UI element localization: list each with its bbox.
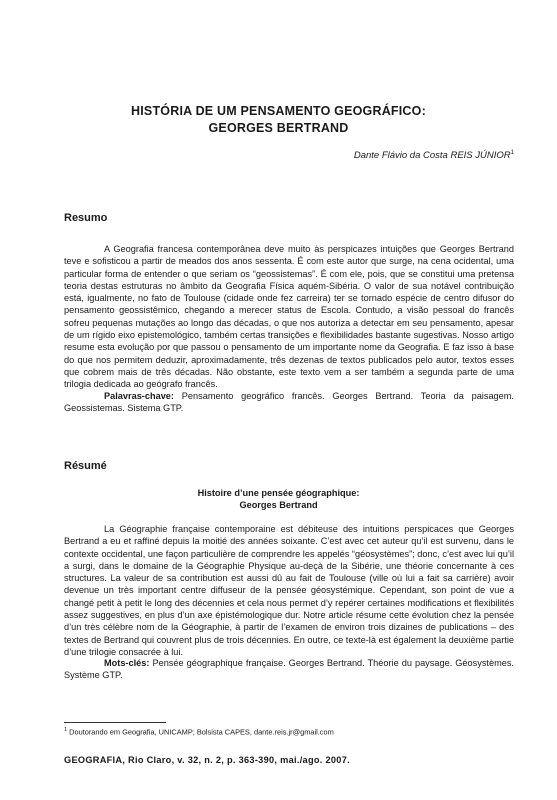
mots-cles-text: Pensée géographique française. Georges Bertrand. Théorie du paysage. Géosystèmes. Système GTP.	[64, 658, 514, 681]
author-surname: REIS JÚNIOR	[450, 150, 511, 162]
resume-keywords	[64, 657, 514, 682]
footnote-divider	[64, 722, 166, 723]
article-title-line2: GEORGES BERTRAND	[208, 121, 349, 135]
article-title-line1: HISTÓRIA DE UM PENSAMENTO GEOGRÁFICO:	[131, 104, 426, 118]
resume-body: La Géographie française contemporaine est débiteuse des intuitions perspicaces que Georges Bertrand a eu et raffiné depuis la moitié des années soixante. C’est avec cet auteur qu’il est survenu, dans le contexte occidental, une façon particulière de comprendre les appelés “géosystèmes”; donc, c’est avec lui qu’il a surgi, dans le domaine de la Géographie Physique au-deçà de la Sibérie, une théorie concernante à ces structures. La valeur de sa contribution est aussi dû au fait de Toulouse (ville où lui a fait sa carrière) avoir devenue un très important centre diffuseur de la pensée géosystémique. Cependant, son point de vue a changé petit à petit le long des décennies et cela nous permet d’y repérer certaines modifications et flexibilités assez suggestives, en plus d’un axe épistémologique dur. Notre article résume cette évolution chez la pensée d’un très célèbre nom de la Géographie, à partir de l’examen de environ trois dizaines de publications – des textes de Bertrand qui couvrent plus de trois décennies. En outre, ce texte-là est également la deuxième partie d’une trilogie consacrée à lui.	[64, 524, 514, 657]
resumo-keywords	[64, 390, 514, 415]
resumo-body: A Geografia francesa contemporânea deve muito às perspicazes intuições que Georges Bertrand teve e sofisticou a partir de meados dos anos sessenta. É com este autor que surge, na cena ocidental, uma particular forma de entender o que seriam os “geossistemas”. É com ele, pois, que se constitui uma pretensa teoria destas estruturas no âmbito da Geografia Física aquém-Sibéria. O valor de sua notável contribuição está, igualmente, no fato de Toulouse (cidade onde fez carreira) ter se tornado espécie de centro difusor do pensamento geossistêmico, chegando a merecer status de Escola. Contudo, a visão pessoal do francês sofreu pequenas mutações ao longo das décadas, o que nos autoriza a detectar em seu pensamento, apesar de um rígido eixo epistemológico, também certas transições e flexibilidades bastante sugestivas. Nosso artigo resume esta evolução por que passou o pensamento de um importante nome da Geografia. E faz isso à base do que nos permitem deduzir, aproximadamente, três dezenas de textos publicados pelo autor, textos esses que cobrem mais de três décadas. Não obstante, este texto vem a ser também a segunda parte de uma trilogia dedicada ao geógrafo francês.	[64, 244, 514, 390]
footnote-text: Doutorando em Geografia, UNICAMP; Bolsista CAPES, dante.reis.jr@gmail.com	[69, 727, 334, 737]
mots-cles-label: Mots-clés:	[104, 658, 150, 668]
journal-citation-footer: GEOGRAFIA, Rio Claro, v. 32, n. 2, p. 363-390, mai./ago. 2007.	[64, 755, 350, 765]
resume-subtitle-line1: Histoire d’une pensée géographique:	[197, 488, 360, 498]
author-footnote-mark: 1	[510, 150, 514, 156]
resume-subtitle-line2: Georges Bertrand	[239, 500, 318, 510]
footnote	[64, 727, 334, 736]
author-given-name: Dante Flávio da Costa	[353, 150, 448, 162]
author-line	[354, 150, 514, 161]
keywords-label: Palavras-chave:	[104, 391, 174, 401]
keywords-text: Pensamento geográfico francês. Georges Bertrand. Teoria da paisagem. Geossistemas. Sistema GTP.	[64, 391, 514, 414]
footnote-mark: 1	[64, 727, 68, 733]
resumo-heading: Resumo	[64, 212, 108, 224]
resume-heading: Résumé	[64, 460, 107, 472]
